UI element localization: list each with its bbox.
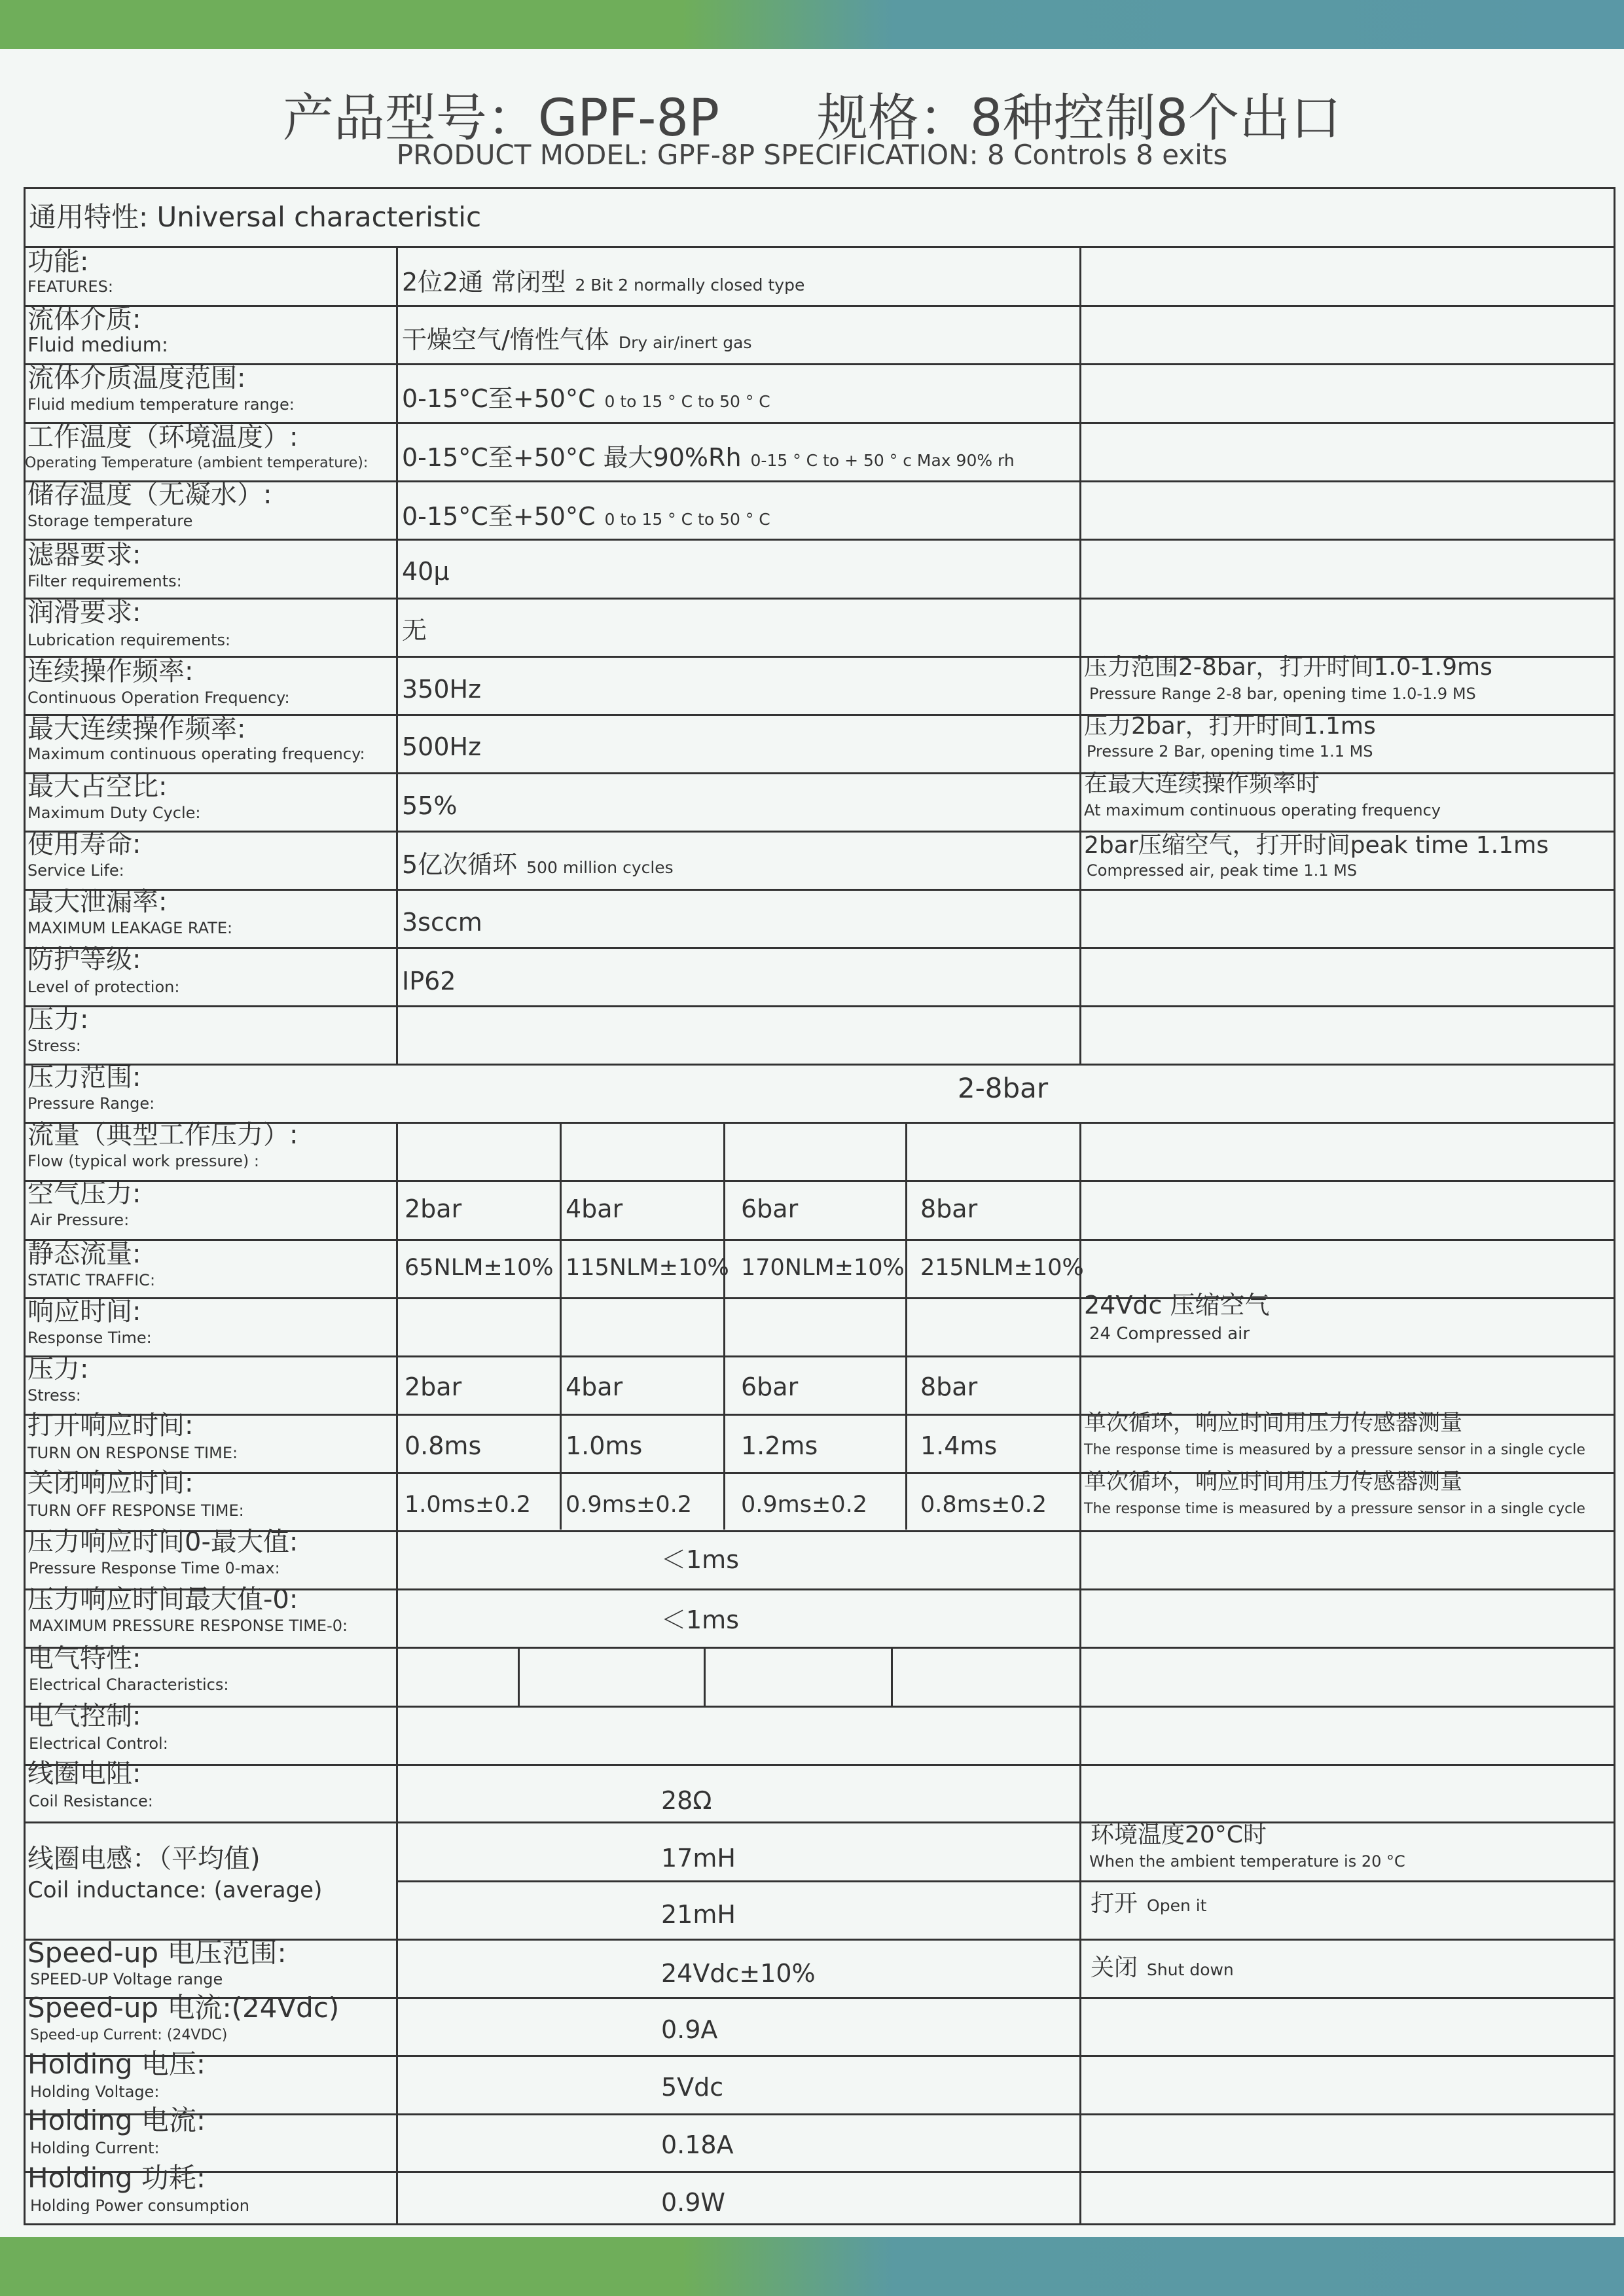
universal-heading: 通用特性: Universal characteristic xyxy=(29,201,482,233)
pr-0max-value: ＜1ms xyxy=(661,1545,739,1574)
stress-section-cn: 压力: xyxy=(27,1005,89,1035)
leak-label-cn: 最大泄漏率: xyxy=(27,887,168,917)
coil-ind-note1-en: When the ambient temperature is 20 °C xyxy=(1089,1852,1405,1871)
storage-value: 0-15°C至+50°C 0 to 15 ° C to 50 ° C xyxy=(402,502,770,531)
life-value: 5亿次循环 500 million cycles xyxy=(402,850,674,879)
turn-off-value: 0.9ms±0.2 xyxy=(566,1492,692,1518)
max-freq-label-en: Maximum continuous operating frequency: xyxy=(27,745,365,763)
pr-max0-label-en: MAXIMUM PRESSURE RESPONSE TIME-0: xyxy=(29,1617,348,1635)
speedup-v-value: 24Vdc±10% xyxy=(661,1959,816,1988)
pressure-range-label-en: Pressure Range: xyxy=(27,1094,155,1113)
coil-ind-label-en: Coil inductance: (average) xyxy=(27,1877,323,1903)
hold-p-value: 0.9W xyxy=(661,2188,726,2217)
flow-label-en: Flow (typical work pressure) : xyxy=(27,1152,259,1170)
pr-0max-label-en: Pressure Response Time 0-max: xyxy=(29,1559,280,1577)
speedup-i-label-cn: Speed-up 电流:(24Vdc) xyxy=(27,1992,340,2024)
hold-p-label-en: Holding Power consumption xyxy=(30,2197,249,2215)
pressure-range-label-cn: 压力范围: xyxy=(27,1062,141,1092)
static-label-cn: 静态流量: xyxy=(27,1239,141,1269)
pressure-range-value: 2-8bar xyxy=(957,1072,1049,1104)
elec-char-label-en: Electrical Characteristics: xyxy=(29,1676,229,1694)
turn-on-note-cn: 单次循环，响应时间用压力传感器测量 xyxy=(1084,1410,1462,1436)
turn-on-label-cn: 打开响应时间: xyxy=(27,1410,194,1441)
stress2-label-en: Stress: xyxy=(27,1386,81,1405)
hold-p-label-cn: Holding 功耗: xyxy=(27,2162,206,2194)
turn-off-note-en: The response time is measured by a pressure sensor in a single cycle xyxy=(1084,1501,1585,1517)
stress2-value: 2bar xyxy=(405,1372,462,1401)
response-label-cn: 响应时间: xyxy=(27,1297,141,1327)
pr-max0-value: ＜1ms xyxy=(661,1605,739,1634)
hold-v-value: 5Vdc xyxy=(661,2073,724,2102)
elec-char-label-cn: 电气特性: xyxy=(27,1643,141,1674)
hold-i-value: 0.18A xyxy=(661,2130,734,2159)
coil-res-label-cn: 线圈电阻: xyxy=(27,1759,141,1789)
coil-ind-label-cn: 线圈电感：（平均值) xyxy=(27,1844,261,1874)
coil-ind-value-2: 21mH xyxy=(661,1900,736,1929)
coil-ind-note2: 打开 Open it xyxy=(1091,1890,1207,1917)
stress2-value: 4bar xyxy=(566,1372,623,1401)
turn-off-value: 1.0ms±0.2 xyxy=(405,1492,531,1518)
turn-off-note-cn: 单次循环，响应时间用压力传感器测量 xyxy=(1084,1469,1462,1495)
filter-label-cn: 滤器要求: xyxy=(27,540,141,570)
life-note-en: Compressed air, peak time 1.1 MS xyxy=(1087,861,1358,880)
stress2-value: 8bar xyxy=(920,1372,978,1401)
duty-label-cn: 最大占空比: xyxy=(27,772,168,802)
turn-off-label-cn: 关闭响应时间: xyxy=(27,1468,194,1498)
protection-label-en: Level of protection: xyxy=(27,978,180,996)
static-value: 170NLM±10% xyxy=(741,1255,905,1281)
title-chinese: 产品型号：GPF-8P 规格：8种控制8个出口 xyxy=(282,89,1342,148)
filter-value: 40µ xyxy=(402,557,450,586)
fluid-temp-label-en: Fluid medium temperature range: xyxy=(27,395,295,414)
bottom-color-band xyxy=(0,2237,1624,2296)
speedup-v-label-cn: Speed-up 电压范围: xyxy=(27,1937,287,1969)
coil-res-label-en: Coil Resistance: xyxy=(29,1792,153,1810)
static-label-en: STATIC TRAFFIC: xyxy=(27,1271,156,1289)
static-value: 65NLM±10% xyxy=(405,1255,554,1281)
max-freq-label-cn: 最大连续操作频率: xyxy=(27,714,246,744)
max-freq-note-en: Pressure 2 Bar, opening time 1.1 MS xyxy=(1087,742,1373,761)
cont-freq-value: 350Hz xyxy=(402,675,482,704)
coil-res-value: 28Ω xyxy=(661,1786,712,1815)
speedup-v-note: 关闭 Shut down xyxy=(1091,1954,1234,1981)
turn-off-value: 0.8ms±0.2 xyxy=(920,1492,1047,1518)
cont-freq-note-cn: 压力范围2-8bar，打开时间1.0-1.9ms xyxy=(1084,654,1492,681)
response-label-en: Response Time: xyxy=(27,1329,152,1347)
static-value: 115NLM±10% xyxy=(566,1255,729,1281)
fluid-label-cn: 流体介质: xyxy=(27,304,141,334)
filter-label-en: Filter requirements: xyxy=(27,572,182,590)
cont-freq-label-cn: 连续操作频率: xyxy=(27,656,194,687)
fluid-label-en: Fluid medium: xyxy=(27,334,168,357)
turn-on-value: 1.4ms xyxy=(920,1431,998,1460)
features-label-en: FEATURES: xyxy=(27,278,113,296)
life-label-cn: 使用寿命: xyxy=(27,829,141,859)
op-temp-value: 0-15°C至+50°C 最大90%Rh 0-15 ° C to + 50 ° c Max 90% rh xyxy=(402,443,1015,472)
turn-off-value: 0.9ms±0.2 xyxy=(741,1492,867,1518)
air-pressure-value: 8bar xyxy=(920,1194,978,1223)
storage-label-en: Storage temperature xyxy=(27,512,193,530)
turn-off-label-en: TURN OFF RESPONSE TIME: xyxy=(27,1501,244,1520)
elec-ctrl-label-en: Electrical Control: xyxy=(29,1734,168,1753)
features-value: 2位2通 常闭型 2 Bit 2 normally closed type xyxy=(402,268,805,296)
op-temp-label-cn: 工作温度（环境温度）: xyxy=(27,422,298,452)
title-english: PRODUCT MODEL: GPF-8P SPECIFICATION: 8 Controls 8 exits xyxy=(396,139,1228,171)
leak-value: 3sccm xyxy=(402,908,482,937)
leak-label-en: MAXIMUM LEAKAGE RATE: xyxy=(27,919,233,937)
features-label-cn: 功能: xyxy=(27,247,89,277)
storage-label-cn: 储存温度（无凝水）: xyxy=(27,480,272,510)
turn-on-value: 1.0ms xyxy=(566,1431,643,1460)
static-value: 215NLM±10% xyxy=(920,1255,1084,1281)
coil-ind-note1-cn: 环境温度20°C时 xyxy=(1091,1821,1267,1848)
pr-0max-label-cn: 压力响应时间0-最大值: xyxy=(27,1527,298,1557)
cont-freq-note-en: Pressure Range 2-8 bar, opening time 1.0-1.9 MS xyxy=(1089,685,1476,703)
duty-note-cn: 在最大连续操作频率时 xyxy=(1084,770,1320,797)
stress2-label-cn: 压力: xyxy=(27,1354,89,1384)
turn-on-note-en: The response time is measured by a pressure sensor in a single cycle xyxy=(1084,1442,1585,1458)
air-pressure-label-en: Air Pressure: xyxy=(30,1211,130,1229)
speedup-i-label-en: Speed-up Current: (24VDC) xyxy=(30,2027,228,2043)
flow-label-cn: 流量（典型工作压力）: xyxy=(27,1120,298,1150)
duty-note-en: At maximum continuous operating frequency xyxy=(1084,801,1441,819)
duty-label-en: Maximum Duty Cycle: xyxy=(27,804,201,822)
fluid-temp-value: 0-15°C至+50°C 0 to 15 ° C to 50 ° C xyxy=(402,384,770,413)
pr-max0-label-cn: 压力响应时间最大值-0: xyxy=(27,1585,298,1615)
protection-value: IP62 xyxy=(402,967,456,996)
air-pressure-value: 4bar xyxy=(566,1194,623,1223)
top-color-band xyxy=(0,0,1624,49)
response-note-cn: 24Vdc 压缩空气 xyxy=(1084,1291,1270,1319)
stress2-value: 6bar xyxy=(741,1372,799,1401)
turn-on-value: 1.2ms xyxy=(741,1431,818,1460)
duty-value: 55% xyxy=(402,791,458,820)
lube-value: 无 xyxy=(402,616,427,645)
max-freq-note-cn: 压力2bar，打开时间1.1ms xyxy=(1084,713,1376,740)
hold-v-label-cn: Holding 电压: xyxy=(27,2048,206,2080)
op-temp-label-en: Operating Temperature (ambient temperature): xyxy=(25,455,369,471)
hold-i-label-en: Holding Current: xyxy=(30,2139,160,2157)
hold-i-label-cn: Holding 电流: xyxy=(27,2104,206,2136)
fluid-value: 干燥空气/惰性气体 Dry air/inert gas xyxy=(402,325,752,354)
cont-freq-label-en: Continuous Operation Frequency: xyxy=(27,689,290,707)
turn-on-value: 0.8ms xyxy=(405,1431,482,1460)
max-freq-value: 500Hz xyxy=(402,732,482,761)
hold-v-label-en: Holding Voltage: xyxy=(30,2083,160,2101)
lube-label-cn: 润滑要求: xyxy=(27,598,141,628)
lube-label-en: Lubrication requirements: xyxy=(27,631,231,649)
air-pressure-value: 2bar xyxy=(405,1194,462,1223)
elec-ctrl-label-cn: 电气控制: xyxy=(27,1701,141,1731)
speedup-i-value: 0.9A xyxy=(661,2015,718,2044)
stress-section-en: Stress: xyxy=(27,1037,81,1055)
air-pressure-value: 6bar xyxy=(741,1194,799,1223)
fluid-temp-label-cn: 流体介质温度范围: xyxy=(27,363,246,393)
air-pressure-label-cn: 空气压力: xyxy=(27,1179,141,1209)
turn-on-label-en: TURN ON RESPONSE TIME: xyxy=(27,1444,238,1462)
speedup-v-label-en: SPEED-UP Voltage range xyxy=(30,1970,223,1988)
protection-label-cn: 防护等级: xyxy=(27,944,141,975)
coil-ind-value-1: 17mH xyxy=(661,1844,736,1873)
response-note-en: 24 Compressed air xyxy=(1089,1324,1250,1344)
life-note-cn: 2bar压缩空气，打开时间peak time 1.1ms xyxy=(1084,832,1549,859)
life-label-en: Service Life: xyxy=(27,861,124,880)
